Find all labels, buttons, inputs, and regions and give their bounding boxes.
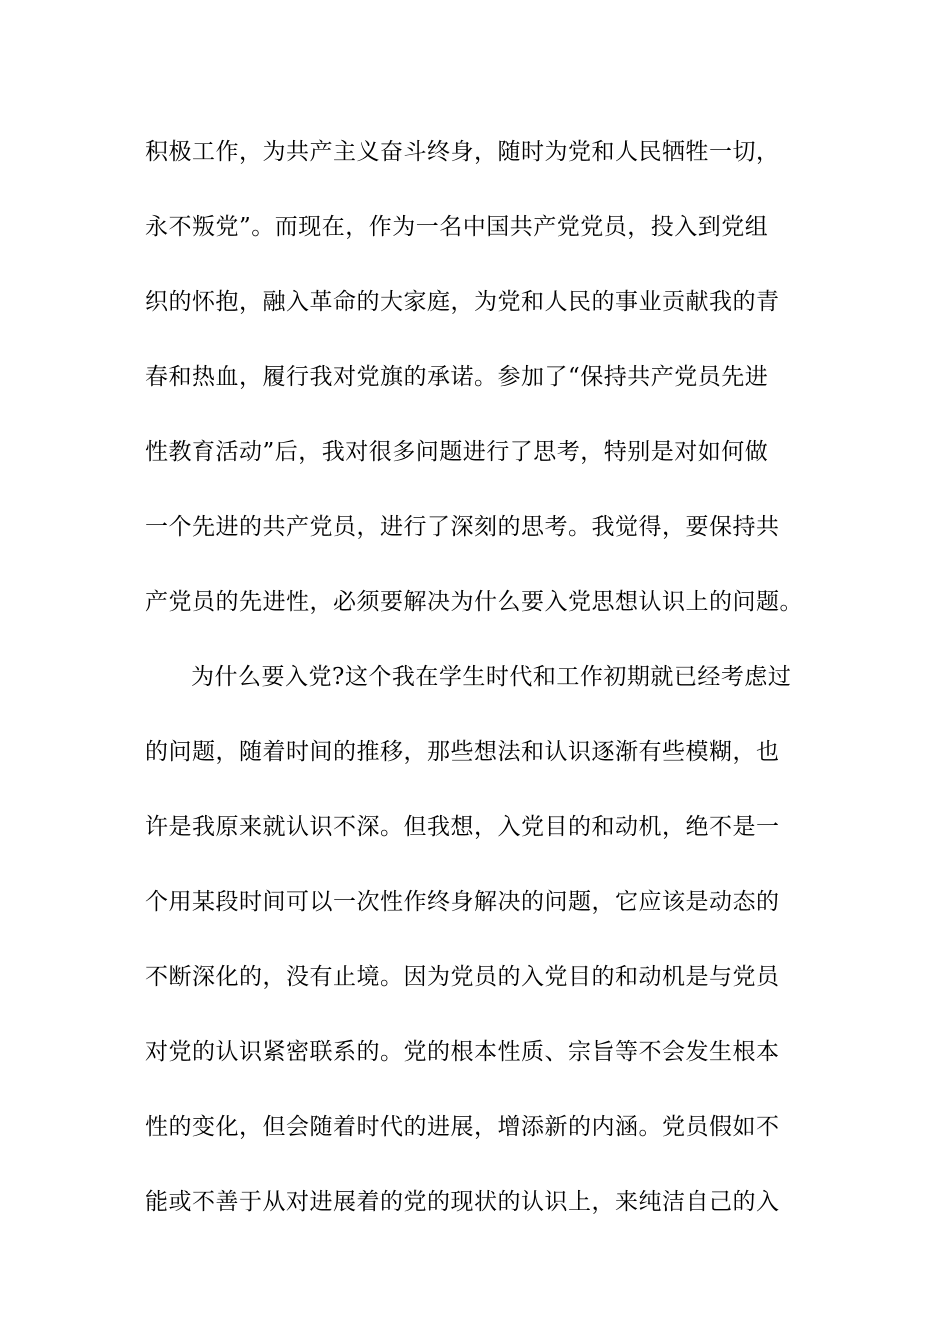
text-line-1: 积极工作，为共产主义奋斗终身，随时为党和人民牺牲一切， — [145, 139, 780, 165]
text-line-7: 产党员的先进性，必须要解决为什么要入党思想认识上的问题。 — [145, 589, 803, 615]
text-line-4: 春和热血，履行我对党旗的承诺。参加了“保持共产党员先进 — [145, 364, 769, 390]
text-line-14: 性的变化，但会随着时代的进展，增添新的内涵。党员假如不 — [145, 1114, 780, 1140]
text-line-10: 许是我原来就认识不深。但我想，入党目的和动机，绝不是一 — [145, 814, 780, 840]
text-line-11: 个用某段时间可以一次性作终身解决的问题，它应该是动态的 — [145, 889, 780, 915]
text-line-9: 的问题，随着时间的推移，那些想法和认识逐渐有些模糊，也 — [145, 739, 780, 765]
text-line-6: 一个先进的共产党员，进行了深刻的思考。我觉得，要保持共 — [145, 514, 780, 540]
body-text — [145, 127, 810, 1252]
text-line-5: 性教育活动”后，我对很多问题进行了思考，特别是对如何做 — [145, 439, 769, 465]
text-line-3: 织的怀抱，融入革命的大家庭，为党和人民的事业贡献我的青 — [145, 289, 780, 315]
text-line-2: 永不叛党”。而现在，作为一名中国共产党党员，投入到党组 — [145, 214, 769, 240]
text-line-13: 对党的认识紧密联系的。党的根本性质、宗旨等不会发生根本 — [145, 1039, 780, 1065]
text-line-12: 不断深化的，没有止境。因为党员的入党目的和动机是与党员 — [145, 964, 780, 990]
paragraph-start-line: 为什么要入党?这个我在学生时代和工作初期就已经考虑过 — [191, 664, 792, 690]
text-line-15: 能或不善于从对进展着的党的现状的认识上，来纯洁自己的入 — [145, 1189, 780, 1215]
